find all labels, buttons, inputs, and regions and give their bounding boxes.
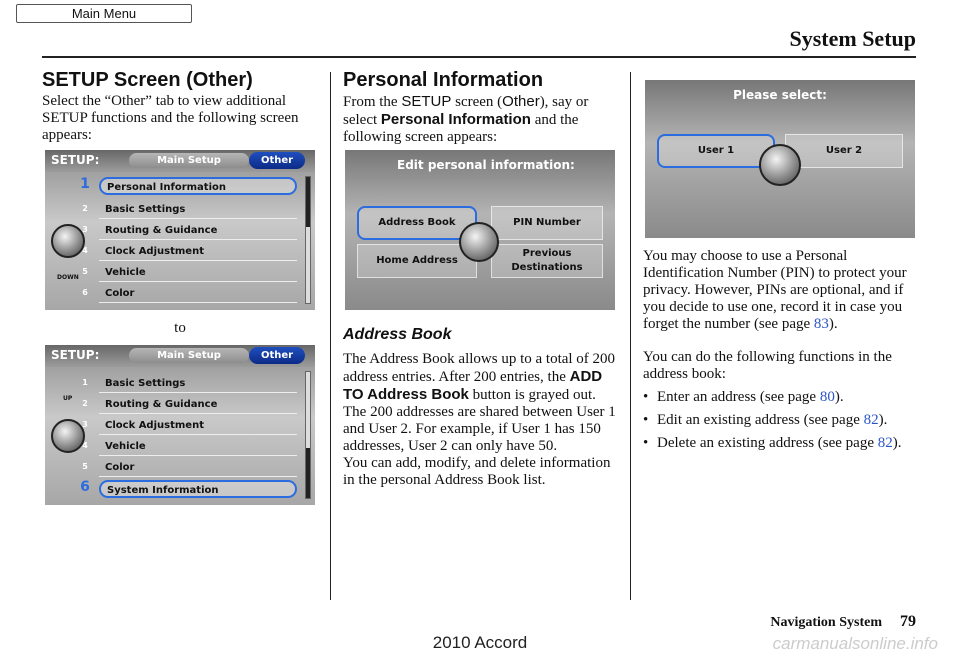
page-number: 79: [900, 613, 916, 630]
paragraph: You can do the following functions in the address book:: [643, 349, 892, 382]
row-number: 5: [82, 462, 88, 471]
interface-knob-icon: [759, 144, 801, 186]
section-heading: Personal Information: [343, 69, 544, 91]
other-term: Other: [502, 93, 540, 110]
row-number: 6: [80, 479, 90, 495]
row-number: 1: [82, 378, 88, 387]
text: ), say or select: [343, 94, 589, 128]
add-to-address-book-term: ADD TO Address Book: [343, 368, 603, 403]
text: and the following screen appears:: [343, 112, 579, 145]
header-divider: [42, 56, 916, 58]
watermark: [0, 630, 960, 655]
row-number: 5: [82, 267, 88, 276]
text: ).: [892, 435, 902, 451]
tab-other[interactable]: Other: [249, 152, 305, 169]
menu-item-color[interactable]: Color: [99, 459, 297, 477]
watermark-text: 2010 Accord: [432, 632, 528, 652]
setup-term: SETUP: [401, 93, 452, 110]
home-address-button[interactable]: Home Address: [357, 244, 477, 278]
row-number: 2: [82, 399, 88, 408]
menu-item-clock-adjustment[interactable]: Clock Adjustment: [99, 417, 297, 435]
address-book-section: [343, 325, 618, 489]
menu-item-routing-guidance[interactable]: Routing & Guidance: [99, 222, 297, 240]
screen-header: [45, 345, 315, 367]
row-number: 3: [82, 420, 88, 429]
list-item: [643, 435, 919, 452]
menu-item-system-information[interactable]: System Information: [99, 480, 297, 498]
column-personal-information: [343, 64, 618, 146]
row-number: 4: [82, 246, 88, 255]
row-number: 4: [82, 441, 88, 450]
list-item: [643, 412, 919, 429]
personal-information-term: Personal Information: [380, 111, 531, 128]
main-menu-button[interactable]: Main Menu: [16, 4, 192, 23]
column-divider: [330, 72, 331, 600]
menu-item-personal-information[interactable]: Personal Information: [99, 177, 297, 195]
menu-item-clock-adjustment[interactable]: Clock Adjustment: [99, 243, 297, 261]
menu-item-vehicle[interactable]: Vehicle: [99, 264, 297, 282]
text: Enter an address (see page: [657, 389, 820, 405]
tab-other[interactable]: Other: [249, 347, 305, 364]
section-heading: SETUP Screen (Other): [42, 69, 253, 91]
screen-caption: Edit personal information:: [397, 158, 575, 172]
function-list: [643, 389, 919, 452]
page-link[interactable]: 82: [863, 412, 879, 428]
text: ).: [834, 389, 844, 405]
scrollbar-thumb[interactable]: [306, 448, 310, 498]
user-1-button[interactable]: User 1: [657, 134, 775, 168]
row-number: 1: [80, 176, 90, 192]
text: ).: [828, 316, 838, 332]
tab-main-setup[interactable]: Main Setup: [129, 153, 249, 168]
scrollbar[interactable]: [305, 176, 311, 304]
edit-personal-info-screen: [345, 150, 615, 310]
previous-destinations-button[interactable]: Previous Destinations: [491, 244, 603, 278]
text: You may choose to use a Personal Identification Number (PIN) to protect your privacy. However, PINs are optional, and if you decide to use one, record it in case you forget the number (see page: [643, 248, 907, 332]
footer-book-title: Navigation System: [770, 615, 882, 630]
screen-header: [45, 150, 315, 172]
menu-item-basic-settings[interactable]: Basic Settings: [99, 201, 297, 219]
scrollbar-thumb[interactable]: [306, 177, 310, 227]
tab-main-setup[interactable]: Main Setup: [129, 348, 249, 363]
to-caption: to: [174, 320, 186, 336]
menu-item-color[interactable]: Color: [99, 285, 297, 303]
page-link[interactable]: 82: [877, 435, 893, 451]
text: From the: [343, 94, 402, 110]
paragraph: [343, 93, 618, 146]
row-number: 2: [82, 204, 88, 213]
row-number: 3: [82, 225, 88, 234]
user-2-button[interactable]: User 2: [785, 134, 903, 168]
interface-knob-icon: [459, 222, 499, 262]
list-item: [643, 389, 919, 406]
paragraph: [643, 248, 919, 333]
pin-number-button[interactable]: PIN Number: [491, 206, 603, 240]
setup-screen-page1: [45, 150, 315, 310]
page-link[interactable]: 80: [819, 389, 835, 405]
text: ).: [878, 412, 888, 428]
pin-and-functions: [643, 248, 919, 452]
menu-item-basic-settings[interactable]: Basic Settings: [99, 375, 297, 393]
page-title: System Setup: [789, 26, 916, 51]
text: button is grayed out. The 200 addresses are shared between User 1 and User 2. For example, if User 1 has 150 addresses, User 2 can only have 50.: [343, 387, 616, 454]
page-link[interactable]: 83: [813, 316, 829, 332]
text: Delete an existing address (see page: [657, 435, 878, 451]
menu-item-routing-guidance[interactable]: Routing & Guidance: [99, 396, 297, 414]
text: The Address Book allows up to a total of 200 address entries. After 200 entries, the: [343, 351, 616, 385]
menu-item-vehicle[interactable]: Vehicle: [99, 438, 297, 456]
scrollbar[interactable]: [305, 371, 311, 499]
screen-title: SETUP:: [51, 348, 100, 362]
paragraph: Select the “Other” tab to view additional SETUP functions and the following screen appears:: [42, 93, 299, 143]
text: Edit an existing address (see page: [657, 412, 864, 428]
address-book-button[interactable]: Address Book: [357, 206, 477, 240]
paragraph: [343, 351, 618, 455]
text: screen (: [451, 94, 503, 110]
screen-caption: Please select:: [733, 88, 827, 102]
paragraph: You can add, modify, and delete information in the personal Address Book list.: [343, 455, 611, 488]
screen-title: SETUP:: [51, 153, 100, 167]
user-select-screen: [645, 80, 915, 238]
row-number: 6: [82, 288, 88, 297]
down-label: DOWN: [57, 274, 79, 281]
column-divider: [630, 72, 631, 600]
watermark-site: carmanualsonline.info: [772, 634, 938, 653]
column-setup-other: [42, 64, 318, 144]
subheading: Address Book: [343, 326, 452, 343]
setup-screen-page2: [45, 345, 315, 505]
up-label: UP: [63, 395, 73, 402]
